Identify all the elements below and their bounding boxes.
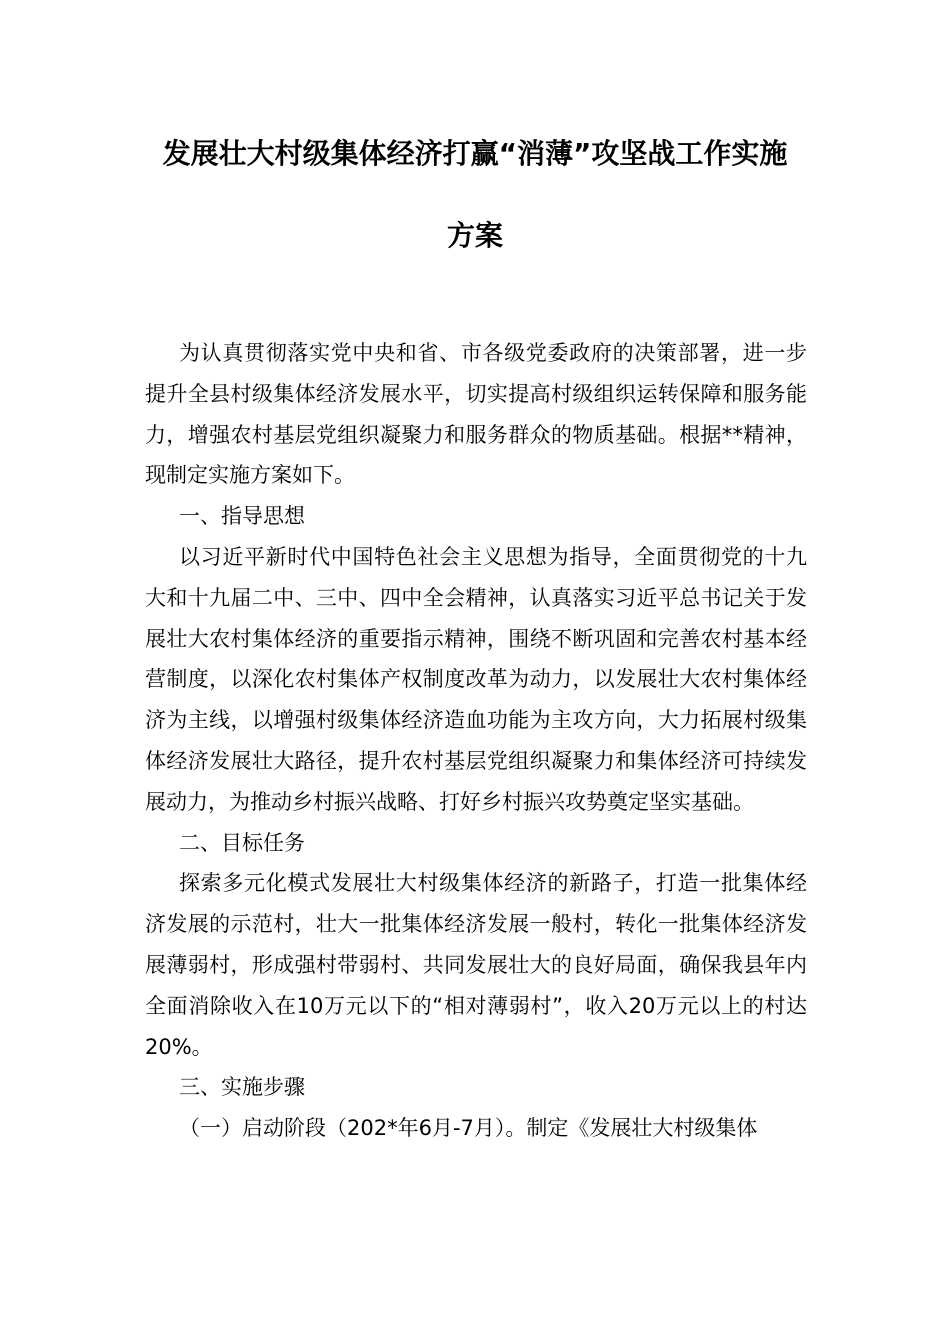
section1-heading: 一、指导思想 bbox=[179, 504, 305, 529]
section3-heading: 三、实施步骤 bbox=[179, 1075, 305, 1100]
section2-heading: 二、目标任务 bbox=[179, 830, 305, 855]
section1-paragraph: 以习近平新时代中国特色社会主义思想为指导，全面贯彻党的十九大和十九届二中、三中、四中全会精神，认真落实习近平总书记关于发展壮大农村集体经济的重要指示精神，围绕不断巩固和完善农村基本经营制度，以深化农村集体产权制度改革为动力，以发展壮大农村集体经济为主线，以增强村级集体经济造血功能为主攻方向，大力拓展村级集体经济发展壮大路径，提升农村基层党组织凝聚力和集体经济可持续发展动力，为推动乡村振兴战略、打好乡村振兴攻势奠定坚实基础。 bbox=[145, 544, 807, 814]
intro-paragraph: 为认真贯彻落实党中央和省、市各级党委政府的决策部署，进一步提升全县村级集体经济发展水平，切实提高村级组织运转保障和服务能力，增强农村基层党组织凝聚力和服务群众的物质基础。根据**精神，现制定实施方案如下。 bbox=[145, 341, 807, 488]
section2-paragraph: 探索多元化模式发展壮大村级集体经济的新路子，打造一批集体经济发展的示范村，壮大一批集体经济发展一般村，转化一批集体经济发展薄弱村，形成强村带弱村、共同发展壮大的良好局面，确保我县年内全面消除收入在10万元以下的“相对薄弱村”，收入20万元以上的村达20%。 bbox=[145, 871, 807, 1059]
document-title-line1: 发展壮大村级集体经济打赢“消薄”攻坚战工作实施 bbox=[162, 137, 788, 170]
document-title-line2: 方案 bbox=[446, 219, 503, 252]
section3-item1-paragraph: （一）启动阶段（202*年6月-7月）。制定《发展壮大村级集体 bbox=[179, 1116, 758, 1141]
document-body bbox=[145, 333, 807, 1149]
